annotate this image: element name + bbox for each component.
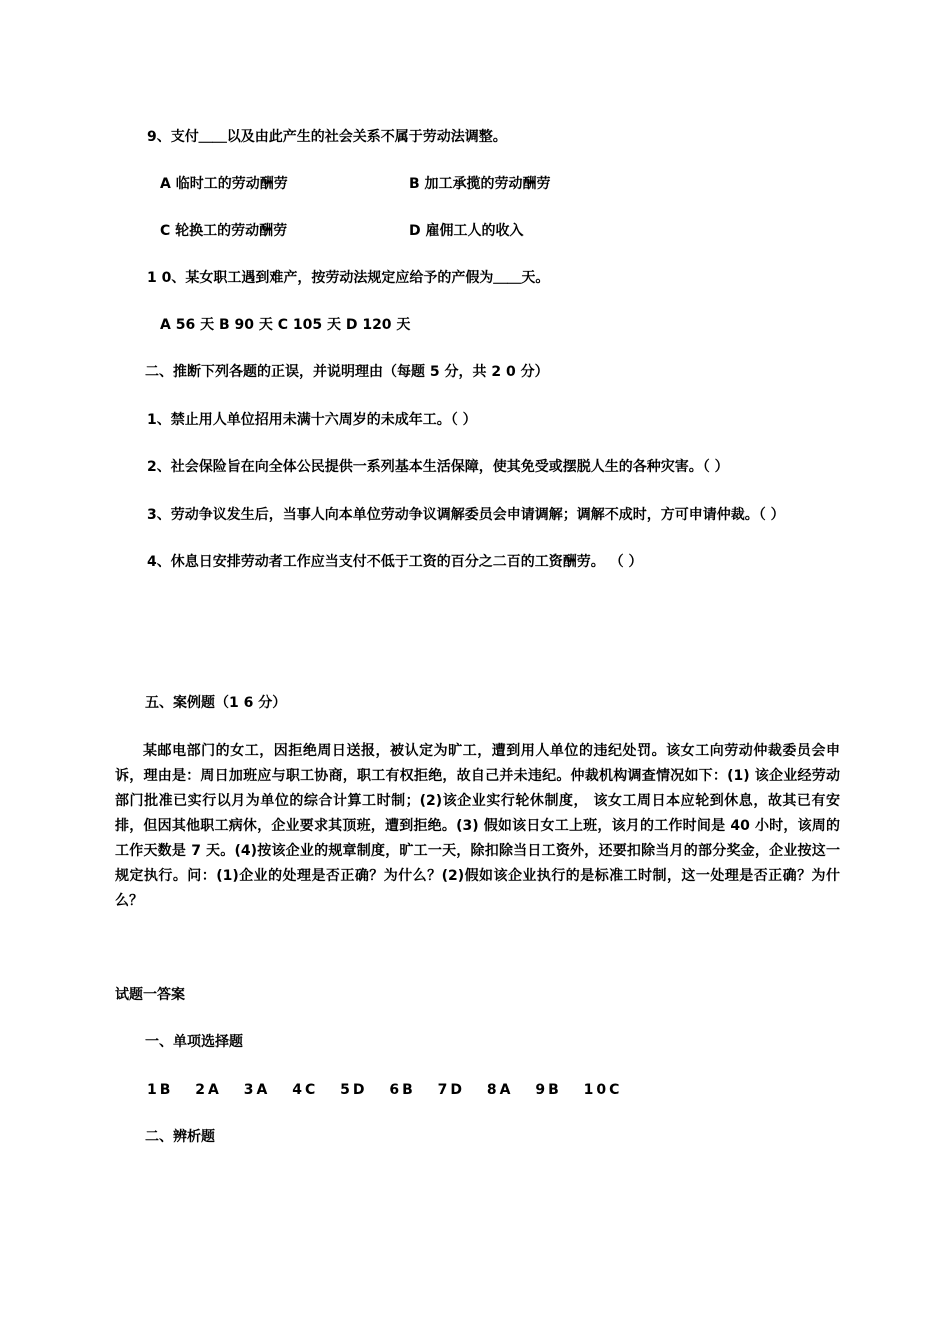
question-9-option-b: B 加工承揽的劳动酬劳 [409, 176, 551, 192]
answer-item: 10C [583, 1082, 623, 1098]
section-5-heading: 五、案例题（1 6 分） [145, 695, 287, 711]
question-10-stem: 1 0、某女职工遇到难产，按劳动法规定应给予的产假为＿＿天。 [147, 270, 550, 286]
answer-item: 8A [486, 1082, 514, 1098]
question-9-option-d: D 雇佣工人的收入 [409, 223, 524, 239]
answer-section-1-heading: 一、单项选择题 [145, 1034, 243, 1050]
question-9-option-c: C 轮换工的劳动酬劳 [160, 223, 288, 239]
answer-item: 3A [243, 1082, 271, 1098]
judgement-item-2: 2、社会保险旨在向全体公民提供一系列基本生活保障，使其免受或摆脱人生的各种灾害。（ ） [147, 459, 729, 475]
section-2-heading: 二、推断下列各题的正误，并说明理由（每题 5 分，共 2 0 分） [145, 364, 549, 380]
answer-item: 9B [535, 1082, 562, 1098]
answer-key-title: 试题一答案 [115, 987, 185, 1003]
answer-item: 1B [147, 1082, 174, 1098]
answer-item: 4C [292, 1082, 319, 1098]
question-9-option-a: A 临时工的劳动酬劳 [160, 176, 288, 192]
judgement-item-1: 1、禁止用人单位招用未满十六周岁的未成年工。（ ） [147, 412, 477, 428]
judgement-item-4: 4、休息日安排劳动者工作应当支付不低于工资的百分之二百的工资酬劳。 （ ） [147, 554, 643, 570]
judgement-item-3: 3、劳动争议发生后，当事人向本单位劳动争议调解委员会申请调解；调解不成时，方可申请仲裁。（ ） [147, 507, 785, 523]
answer-list [147, 1080, 636, 1100]
answer-item: 5D [340, 1082, 368, 1098]
answer-section-2-heading: 二、辨析题 [145, 1129, 215, 1145]
question-10-options: A 56 天 B 90 天 C 105 天 D 120 天 [160, 317, 411, 333]
case-study-body: 某邮电部门的女工，因拒绝周日送报，被认定为旷工，遭到用人单位的违纪处罚。该女工向劳动仲裁委员会申诉，理由是：周日加班应与职工协商，职工有权拒绝，故自己并未违纪。仲裁机构调查情况如下：(1) 该企业经劳动部门批准已实行以月为单位的综合计算工时制；(2)该企业实行轮休制度， 该女工周日本应轮到休息，故其已有安排，但因其他职工病休，企业要求其顶班，遭到拒绝。(3) 假如该日女工上班，该月的工作时间是 40 小时，该周的工作天数是 7 天。(4)按该企业的规章制度，旷工一天，除扣除当日工资外，还要扣除当月的部分奖金，企业按这一规定执行。问：(1)企业的处理是否正确？为什么？(2)假如该企业执行的是标准工时制，这一处理是否正确？为什么？ [115, 743, 840, 909]
answer-item: 6B [389, 1082, 416, 1098]
answer-item: 7D [437, 1082, 466, 1098]
answer-item: 2A [195, 1082, 222, 1098]
question-9-stem: 9、支付＿＿以及由此产生的社会关系不属于劳动法调整。 [147, 129, 507, 145]
